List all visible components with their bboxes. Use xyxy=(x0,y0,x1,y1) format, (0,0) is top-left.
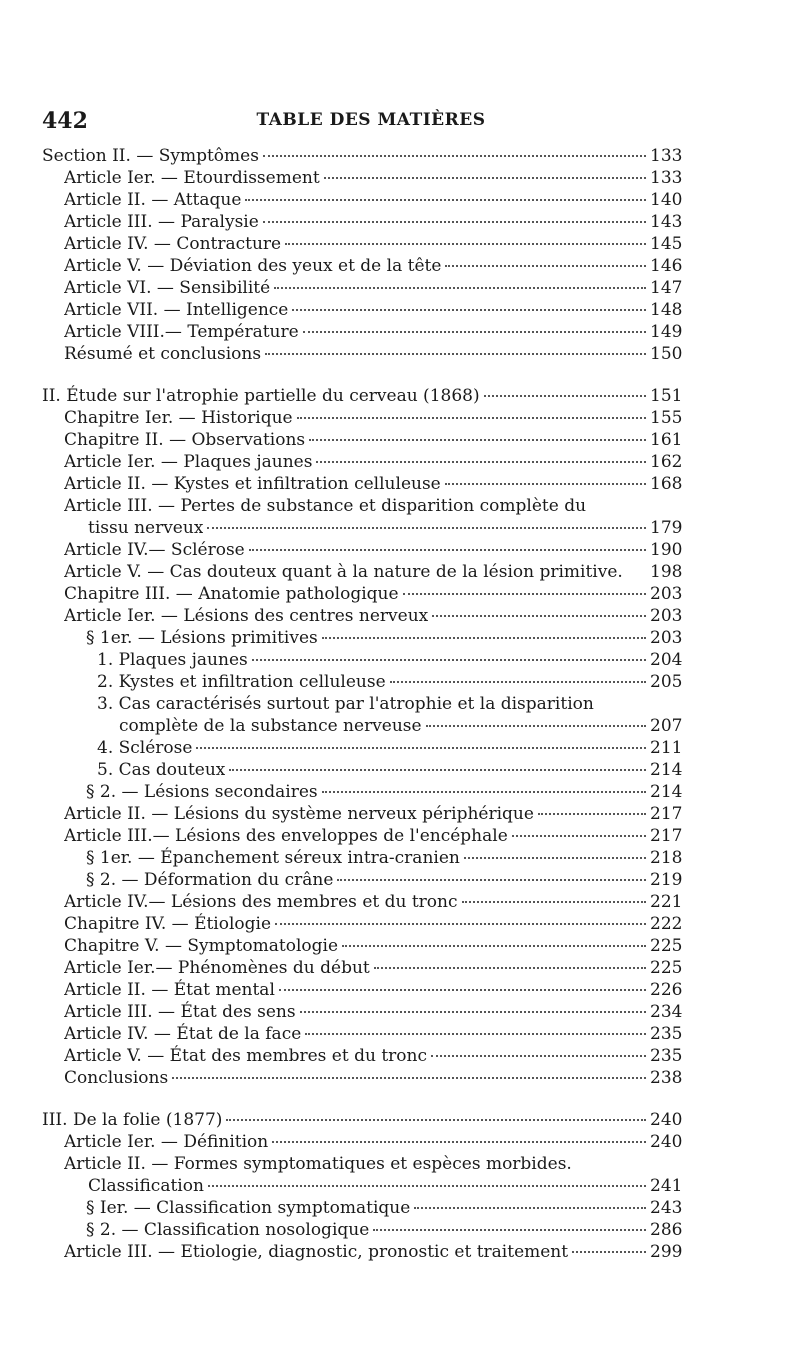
toc-entry-label: 4. Sclérose xyxy=(97,738,193,758)
dot-leader xyxy=(285,243,646,245)
toc-entry-page: 133 xyxy=(650,146,683,166)
toc-entry-label: 2. Kystes et infiltration celluleuse xyxy=(97,672,386,692)
toc-entry xyxy=(42,539,682,561)
toc-entry-label: Chapitre IV. — Étiologie xyxy=(64,914,272,934)
toc-entry-page: 211 xyxy=(650,738,683,758)
toc-entry-page: 221 xyxy=(650,892,683,912)
toc-entry xyxy=(42,299,682,321)
toc-entry xyxy=(42,1045,682,1067)
toc-section xyxy=(42,1109,682,1263)
dot-leader xyxy=(249,549,646,551)
toc-entry-label: Chapitre III. — Anatomie pathologique xyxy=(64,584,399,604)
dot-leader xyxy=(229,769,646,771)
toc-entry xyxy=(42,167,682,189)
toc-entry-label: Article II. — Kystes et infiltration celluleuse xyxy=(64,474,441,494)
toc-entry-page: 168 xyxy=(650,474,683,494)
toc-entry-label: Article IV.— Sclérose xyxy=(64,540,245,560)
dot-leader xyxy=(279,989,646,991)
toc-entry xyxy=(42,825,682,847)
toc-entry xyxy=(42,1219,682,1241)
dot-leader xyxy=(432,615,646,617)
dot-leader xyxy=(300,1011,646,1013)
dot-leader xyxy=(309,439,646,441)
dot-leader xyxy=(373,1229,646,1231)
toc-entry-page: 225 xyxy=(650,936,683,956)
toc-entry xyxy=(42,1131,682,1153)
toc-entry xyxy=(42,737,682,759)
toc-entry xyxy=(42,495,682,517)
toc-entry-label: complète de la substance nerveuse xyxy=(119,716,422,736)
toc-entry-label: 5. Cas douteux xyxy=(97,760,226,780)
toc-entry-label: Conclusions xyxy=(64,1068,169,1088)
toc-entry-page: 235 xyxy=(650,1046,683,1066)
toc-entry-page: 203 xyxy=(650,606,683,626)
toc-entry-label: Chapitre Ier. — Historique xyxy=(64,408,293,428)
toc-entry-page: 286 xyxy=(650,1220,683,1240)
dot-leader xyxy=(207,527,646,529)
toc-entry-page: 198 xyxy=(650,562,683,582)
dot-leader xyxy=(390,681,646,683)
toc-entry-label: § 1er. — Lésions primitives xyxy=(86,628,318,648)
dot-leader xyxy=(263,155,646,157)
toc-entry xyxy=(42,847,682,869)
toc-entry-page: 155 xyxy=(650,408,683,428)
dot-leader xyxy=(324,177,646,179)
toc-entry-page: 133 xyxy=(650,168,683,188)
dot-leader xyxy=(265,353,646,355)
toc-entry-label: 1. Plaques jaunes xyxy=(97,650,248,670)
toc-entry-page: 190 xyxy=(650,540,683,560)
toc-entry-page: 238 xyxy=(650,1068,683,1088)
toc-entry-label: Article IV.— Lésions des membres et du tronc xyxy=(64,892,458,912)
dot-leader xyxy=(172,1077,646,1079)
toc-entry xyxy=(42,1197,682,1219)
dot-leader xyxy=(292,309,646,311)
toc-entry-page: 214 xyxy=(650,782,683,802)
toc-entry xyxy=(42,957,682,979)
toc-entry-page: 162 xyxy=(650,452,683,472)
toc-entry-page: 226 xyxy=(650,980,683,1000)
toc-entry xyxy=(42,715,682,737)
toc-entry-label: § 2. — Classification nosologique xyxy=(86,1220,370,1240)
page-number: 442 xyxy=(42,108,88,134)
toc-entry-page: 219 xyxy=(650,870,683,890)
toc-entry-page: 147 xyxy=(650,278,683,298)
toc-entry xyxy=(42,759,682,781)
toc-entry-label: Article IV. — État de la face xyxy=(64,1024,302,1044)
toc-entry-page: 143 xyxy=(650,212,683,232)
toc-entry xyxy=(42,321,682,343)
dot-leader xyxy=(445,483,646,485)
toc-entry-page: 218 xyxy=(650,848,683,868)
table-of-contents xyxy=(42,145,682,1283)
toc-entry xyxy=(42,605,682,627)
toc-section xyxy=(42,145,682,365)
toc-entry-label: Article II. — Attaque xyxy=(64,190,242,210)
toc-entry xyxy=(42,1175,682,1197)
dot-leader xyxy=(252,659,646,661)
toc-entry-page: 151 xyxy=(650,386,683,406)
toc-entry-label: Article V. — Cas douteux quant à la nature de la lésion primitive. xyxy=(64,562,623,582)
toc-entry xyxy=(42,649,682,671)
dot-leader xyxy=(512,835,646,837)
toc-entry xyxy=(42,1023,682,1045)
toc-entry xyxy=(42,473,682,495)
dot-leader xyxy=(208,1185,646,1187)
toc-entry xyxy=(42,1067,682,1089)
toc-entry xyxy=(42,583,682,605)
toc-entry-page: 240 xyxy=(650,1132,683,1152)
toc-entry xyxy=(42,233,682,255)
toc-entry-label: Section II. — Symptômes xyxy=(42,146,259,166)
dot-leader xyxy=(274,287,646,289)
dot-leader xyxy=(414,1207,646,1209)
toc-entry-label: Classification xyxy=(88,1176,204,1196)
toc-entry-label: Article III. — Pertes de substance et disparition complète du xyxy=(64,496,587,516)
dot-leader xyxy=(374,967,646,969)
toc-entry-page: 243 xyxy=(650,1198,683,1218)
toc-entry xyxy=(42,671,682,693)
dot-leader xyxy=(303,331,646,333)
toc-entry-page: 234 xyxy=(650,1002,683,1022)
toc-entry-label: Article V. — État des membres et du tronc xyxy=(64,1046,427,1066)
toc-entry xyxy=(42,343,682,365)
toc-entry-label: Article Ier. — Lésions des centres nerveux xyxy=(64,606,429,626)
toc-entry xyxy=(42,693,682,715)
toc-entry-label: Article Ier. — Etourdissement xyxy=(64,168,320,188)
dot-leader xyxy=(275,923,646,925)
dot-leader xyxy=(337,879,646,881)
toc-entry-page: 203 xyxy=(650,628,683,648)
toc-entry-page: 145 xyxy=(650,234,683,254)
toc-entry-page: 140 xyxy=(650,190,683,210)
dot-leader xyxy=(316,461,646,463)
toc-entry xyxy=(42,627,682,649)
toc-entry-page: 179 xyxy=(650,518,683,538)
toc-entry-page: 161 xyxy=(650,430,683,450)
toc-entry xyxy=(42,255,682,277)
toc-entry-label: Article Ier.— Phénomènes du début xyxy=(64,958,370,978)
toc-entry xyxy=(42,1153,682,1175)
dot-leader xyxy=(305,1033,646,1035)
toc-entry-label: Article II. — Lésions du système nerveux périphérique xyxy=(64,804,534,824)
toc-entry xyxy=(42,561,682,583)
toc-entry-page: 146 xyxy=(650,256,683,276)
toc-entry-label: Article II. — Formes symptomatiques et espèces morbides. xyxy=(64,1154,572,1174)
dot-leader xyxy=(263,221,646,223)
toc-entry xyxy=(42,913,682,935)
toc-entry xyxy=(42,429,682,451)
toc-entry xyxy=(42,803,682,825)
toc-entry-page: 205 xyxy=(650,672,683,692)
toc-entry-page: 204 xyxy=(650,650,683,670)
toc-entry xyxy=(42,517,682,539)
toc-entry-label: Article IV. — Contracture xyxy=(64,234,282,254)
toc-entry-page: 149 xyxy=(650,322,683,342)
toc-entry xyxy=(42,451,682,473)
toc-entry-page: 150 xyxy=(650,344,683,364)
toc-entry xyxy=(42,781,682,803)
dot-leader xyxy=(245,199,646,201)
toc-entry xyxy=(42,1241,682,1263)
toc-entry-page: 217 xyxy=(650,804,683,824)
toc-entry-page: 148 xyxy=(650,300,683,320)
dot-leader xyxy=(572,1251,646,1253)
toc-entry xyxy=(42,1001,682,1023)
toc-entry-page: 240 xyxy=(650,1110,683,1130)
dot-leader xyxy=(322,791,646,793)
toc-entry-label: Article III. — Paralysie xyxy=(64,212,259,232)
toc-entry xyxy=(42,407,682,429)
running-title: TABLE DES MATIÈRES xyxy=(256,110,486,130)
toc-entry-label: Article Ier. — Plaques jaunes xyxy=(64,452,313,472)
toc-entry-label: Article III.— Lésions des enveloppes de l'encéphale xyxy=(64,826,508,846)
toc-entry-label: II. Étude sur l'atrophie partielle du cerveau (1868) xyxy=(42,386,480,406)
toc-entry xyxy=(42,869,682,891)
toc-entry-page: 207 xyxy=(650,716,683,736)
toc-entry-label: Article VII. — Intelligence xyxy=(64,300,289,320)
toc-entry-label: § 2. — Déformation du crâne xyxy=(86,870,334,890)
toc-entry-page: 299 xyxy=(650,1242,683,1262)
toc-entry xyxy=(42,211,682,233)
toc-entry xyxy=(42,189,682,211)
dot-leader xyxy=(322,637,646,639)
dot-leader xyxy=(403,593,646,595)
dot-leader xyxy=(272,1141,646,1143)
toc-entry-page: 241 xyxy=(650,1176,683,1196)
toc-entry-label: § 1er. — Épanchement séreux intra-cranien xyxy=(86,848,460,868)
toc-entry-label: Article III. — Etiologie, diagnostic, pronostic et traitement xyxy=(64,1242,569,1262)
toc-section xyxy=(42,385,682,1089)
toc-entry-label: Article Ier. — Définition xyxy=(64,1132,269,1152)
toc-entry-label: Article V. — Déviation des yeux et de la tête xyxy=(64,256,442,276)
toc-entry-label: Chapitre II. — Observations xyxy=(64,430,306,450)
toc-entry xyxy=(42,145,682,167)
toc-entry xyxy=(42,979,682,1001)
dot-leader xyxy=(226,1119,646,1121)
toc-entry-label: § Ier. — Classification symptomatique xyxy=(86,1198,411,1218)
dot-leader xyxy=(484,395,646,397)
toc-entry-page: 217 xyxy=(650,826,683,846)
toc-entry-page: 214 xyxy=(650,760,683,780)
toc-entry-label: Résumé et conclusions xyxy=(64,344,262,364)
toc-entry-page: 225 xyxy=(650,958,683,978)
toc-entry-label: III. De la folie (1877) xyxy=(42,1110,223,1130)
dot-leader xyxy=(462,901,646,903)
toc-entry-label: Chapitre V. — Symptomatologie xyxy=(64,936,339,956)
toc-entry xyxy=(42,385,682,407)
toc-entry-page: 203 xyxy=(650,584,683,604)
toc-entry xyxy=(42,891,682,913)
toc-entry-label: § 2. — Lésions secondaires xyxy=(86,782,318,802)
toc-entry xyxy=(42,1109,682,1131)
page-header xyxy=(42,108,700,134)
dot-leader xyxy=(431,1055,646,1057)
toc-entry-label: Article III. — État des sens xyxy=(64,1002,296,1022)
toc-entry-label: Article II. — État mental xyxy=(64,980,275,1000)
toc-entry-page: 235 xyxy=(650,1024,683,1044)
dot-leader xyxy=(342,945,646,947)
toc-entry xyxy=(42,277,682,299)
dot-leader xyxy=(297,417,646,419)
toc-entry-label: Article VIII.— Température xyxy=(64,322,299,342)
dot-leader xyxy=(538,813,646,815)
dot-leader xyxy=(445,265,646,267)
toc-entry-label: Article VI. — Sensibilité xyxy=(64,278,271,298)
dot-leader xyxy=(426,725,646,727)
toc-entry-label: 3. Cas caractérisés surtout par l'atrophie et la disparition xyxy=(97,694,594,714)
dot-leader xyxy=(464,857,646,859)
toc-entry-page: 222 xyxy=(650,914,683,934)
toc-entry xyxy=(42,935,682,957)
dot-leader xyxy=(196,747,646,749)
toc-entry-label: tissu nerveux xyxy=(88,518,204,538)
